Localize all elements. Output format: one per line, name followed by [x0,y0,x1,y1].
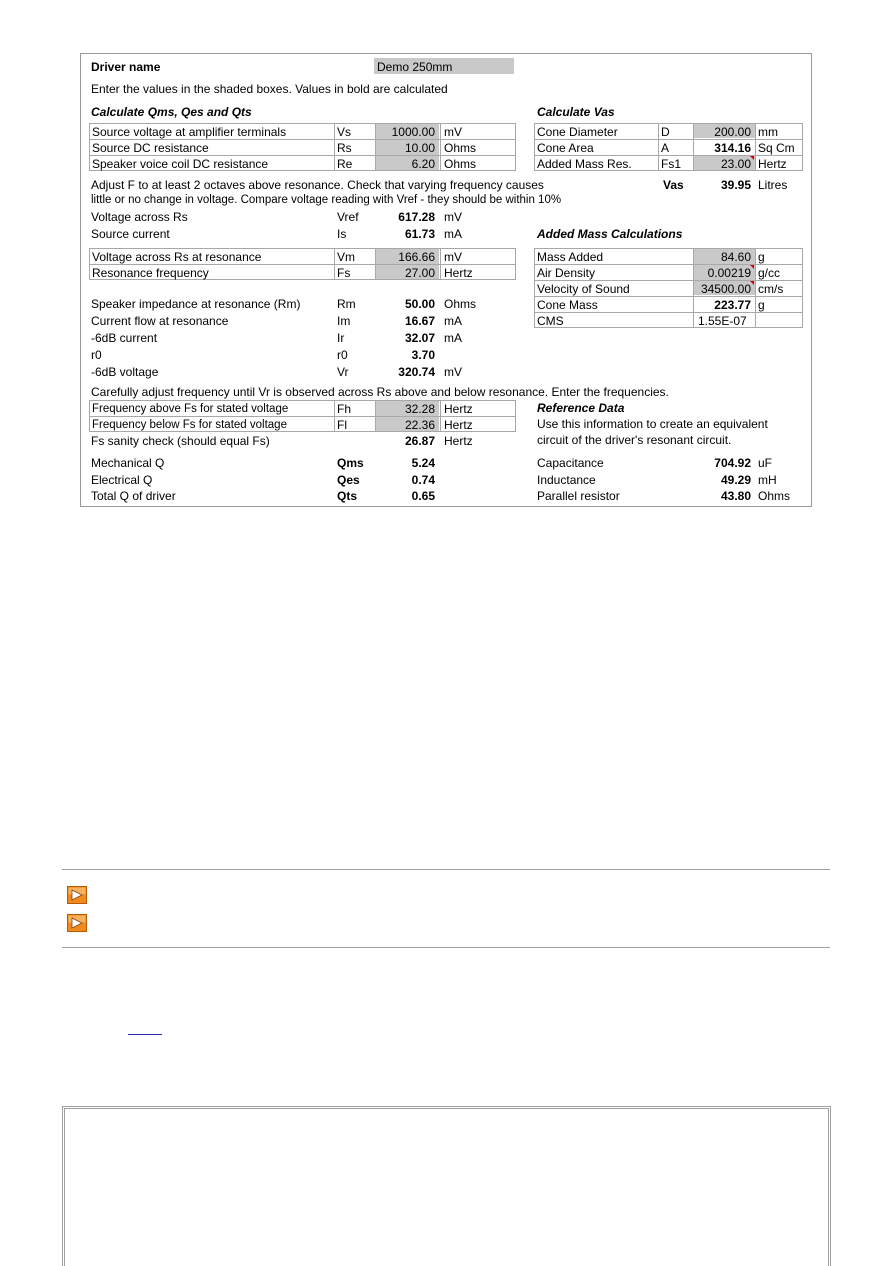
added-mass-res-label: Added Mass Res. [537,157,632,171]
qms-label: Mechanical Q [91,456,165,470]
fs-input[interactable]: 27.00 [404,266,435,280]
comment-marker-icon[interactable] [750,156,754,160]
added-mass-res-input[interactable]: 23.00 [720,157,751,171]
cone-area-label: Cone Area [537,141,594,155]
air-density-input[interactable]: 0.00219 [707,266,751,280]
cone-area-unit: Sq Cm [758,141,795,155]
fl-unit: Hertz [444,418,473,432]
next-arrow-icon[interactable] [67,914,87,932]
fh-label: Frequency above Fs for stated voltage [92,403,289,415]
parallel-resistor-value: 43.80 [720,489,751,503]
r0-value: 3.70 [411,348,435,362]
is-unit: mA [444,227,462,241]
is-symbol: Is [337,227,347,241]
next-arrow-icon[interactable] [67,886,87,904]
parallel-resistor-label: Parallel resistor [537,489,620,503]
cone-diameter-symbol: D [661,125,670,139]
ir-label: -6dB current [91,331,158,345]
ir-unit: mA [444,331,462,345]
ir-value: 32.07 [404,331,435,345]
vs-symbol: Vs [337,125,352,139]
vs-label: Source voltage at amplifier terminals [92,125,287,139]
rm-value: 50.00 [404,297,435,311]
rs-label: Source DC resistance [92,141,209,155]
qes-symbol: Qes [337,473,360,487]
vref-symbol: Vref [337,210,359,224]
im-unit: mA [444,314,462,328]
adjust-note-1: Adjust F to at least 2 octaves above resonance. Check that varying frequency causes [91,178,544,192]
sanity-unit: Hertz [444,434,473,448]
qes-value: 0.74 [411,473,435,487]
qms-value: 5.24 [411,456,435,470]
fl-input[interactable]: 22.36 [404,418,435,432]
capacitance-label: Capacitance [537,456,604,470]
added-mass-res-unit: Hertz [758,157,787,171]
im-symbol: Im [337,314,351,328]
vr-value: 320.74 [398,365,435,379]
rm-symbol: Rm [337,297,356,311]
mass-added-unit: g [758,250,765,264]
inductance-value: 49.29 [720,473,751,487]
inductance-label: Inductance [537,473,596,487]
driver-spreadsheet [80,53,812,507]
fs-symbol: Fs [337,266,351,280]
velocity-unit: cm/s [758,282,784,296]
parallel-resistor-unit: Ohms [758,489,791,503]
vref-label: Voltage across Rs [91,210,188,224]
im-value: 16.67 [404,314,435,328]
rm-label: Speaker impedance at resonance (Rm) [91,297,301,311]
cone-diameter-unit: mm [758,125,778,139]
vr-symbol: Vr [337,365,349,379]
mass-added-input[interactable]: 84.60 [720,250,751,264]
cms-label: CMS [537,314,564,328]
instructions-text: Enter the values in the shaded boxes. Values in bold are calculated [91,82,448,96]
reference-text-2: circuit of the driver's resonant circuit. [537,433,732,447]
fl-symbol: Fl [337,418,347,432]
capacitance-value: 704.92 [714,456,751,470]
qes-label: Electrical Q [91,473,153,487]
velocity-input[interactable]: 34500.00 [700,282,751,296]
vm-symbol: Vm [337,250,355,264]
frequency-note: Carefully adjust frequency until Vr is observed across Rs above and below resonance. Enter the frequencies. [91,385,669,399]
cone-mass-label: Cone Mass [537,298,598,312]
im-label: Current flow at resonance [91,314,229,328]
vm-input[interactable]: 166.66 [398,250,435,264]
vas-value: 39.95 [720,178,751,192]
qms-symbol: Qms [337,456,364,470]
fh-symbol: Fh [337,402,352,416]
re-unit: Ohms [444,157,477,171]
cone-diameter-label: Cone Diameter [537,125,618,139]
cone-mass-value: 223.77 [714,298,751,312]
vs-input[interactable]: 1000.00 [391,125,435,139]
added-mass-res-symbol: Fs1 [661,157,682,171]
driver-name-value: Demo 250mm [377,60,453,74]
adjust-note-2: little or no change in voltage. Compare voltage reading with Vref - they should be within 10% [91,194,562,206]
fs-label: Resonance frequency [92,266,209,280]
cone-area-symbol: A [661,141,670,155]
vr-unit: mV [444,365,462,379]
inductance-unit: mH [758,473,777,487]
re-label: Speaker voice coil DC resistance [92,157,269,171]
driver-name-label: Driver name [91,60,161,74]
re-input[interactable]: 6.20 [411,157,435,171]
vr-label: -6dB voltage [91,365,159,379]
qts-symbol: Qts [337,489,358,503]
fh-unit: Hertz [444,402,473,416]
link[interactable] [128,1020,162,1035]
divider [62,869,830,870]
ir-symbol: Ir [337,331,345,345]
content-frame [62,1106,831,1266]
vas-unit: Litres [758,178,788,192]
vref-unit: mV [444,210,462,224]
divider [62,947,830,948]
r0-label: r0 [91,348,102,362]
vref-value: 617.28 [398,210,435,224]
r0-symbol: r0 [337,348,348,362]
qts-heading: Calculate Qms, Qes and Qts [91,105,252,119]
vas-symbol: Vas [663,178,684,192]
vm-label: Voltage across Rs at resonance [92,250,262,264]
vm-unit: mV [444,250,462,264]
qts-label: Total Q of driver [91,489,176,503]
re-symbol: Re [337,157,353,171]
rm-unit: Ohms [444,297,477,311]
cone-mass-unit: g [758,298,765,312]
mass-added-label: Mass Added [537,250,604,264]
rs-unit: Ohms [444,141,477,155]
fl-label: Frequency below Fs for stated voltage [92,419,287,431]
comment-marker-icon[interactable] [750,265,754,269]
rs-input[interactable]: 10.00 [404,141,435,155]
cms-value: 1.55E-07 [698,314,747,328]
is-value: 61.73 [404,227,435,241]
cone-diameter-input[interactable]: 200.00 [714,125,751,139]
cone-area-value: 314.16 [714,141,751,155]
fs-unit: Hertz [444,266,473,280]
velocity-label: Velocity of Sound [537,282,630,296]
reference-heading: Reference Data [537,401,625,415]
comment-marker-icon[interactable] [750,281,754,285]
sanity-value: 26.87 [404,434,435,448]
air-density-unit: g/cc [758,266,781,280]
qts-value: 0.65 [411,489,435,503]
air-density-label: Air Density [537,266,596,280]
mass-heading: Added Mass Calculations [537,227,683,241]
is-label: Source current [91,227,170,241]
fh-input[interactable]: 32.28 [404,402,435,416]
sanity-label: Fs sanity check (should equal Fs) [91,434,270,448]
vs-unit: mV [444,125,462,139]
reference-text-1: Use this information to create an equivalent [537,417,768,431]
capacitance-unit: uF [758,456,773,470]
vas-heading: Calculate Vas [537,105,615,119]
rs-symbol: Rs [337,141,352,155]
